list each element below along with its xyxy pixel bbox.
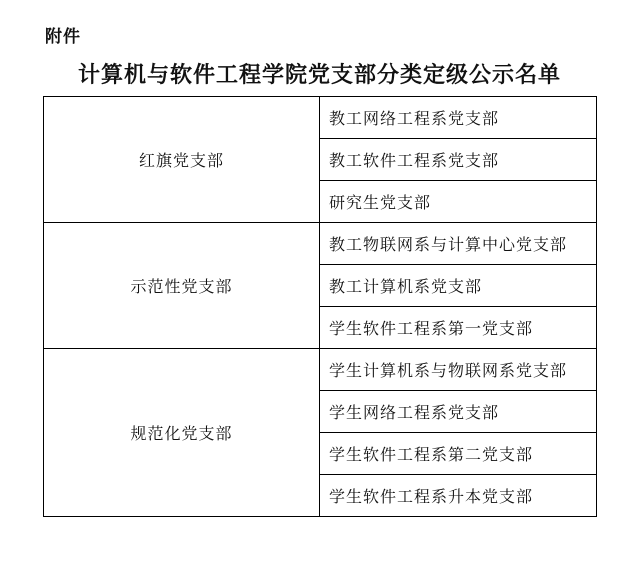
- category-cell-exemplary: 示范性党支部: [44, 223, 320, 349]
- table-row: [44, 349, 597, 391]
- branch-cell: 学生软件工程系第一党支部: [320, 307, 597, 349]
- branch-cell: 学生计算机系与物联网系党支部: [320, 349, 597, 391]
- branch-cell: 教工软件工程系党支部: [320, 139, 597, 181]
- document-title: 计算机与软件工程学院党支部分类定级公示名单: [77, 63, 561, 88]
- branch-cell: 学生网络工程系党支部: [320, 391, 597, 433]
- table-row: [44, 223, 597, 265]
- branch-cell: 教工网络工程系党支部: [320, 97, 597, 139]
- branch-cell: 学生软件工程系升本党支部: [320, 475, 597, 517]
- attachment-label: 附件: [45, 27, 81, 47]
- category-cell-red-flag: 红旗党支部: [44, 97, 320, 223]
- branch-cell: 研究生党支部: [320, 181, 597, 223]
- branch-cell: 教工物联网系与计算中心党支部: [320, 223, 597, 265]
- branch-classification-table: [43, 96, 597, 517]
- category-cell-standardized: 规范化党支部: [44, 349, 320, 517]
- branch-cell: 教工计算机系党支部: [320, 265, 597, 307]
- branch-cell: 学生软件工程系第二党支部: [320, 433, 597, 475]
- table-row: [44, 97, 597, 139]
